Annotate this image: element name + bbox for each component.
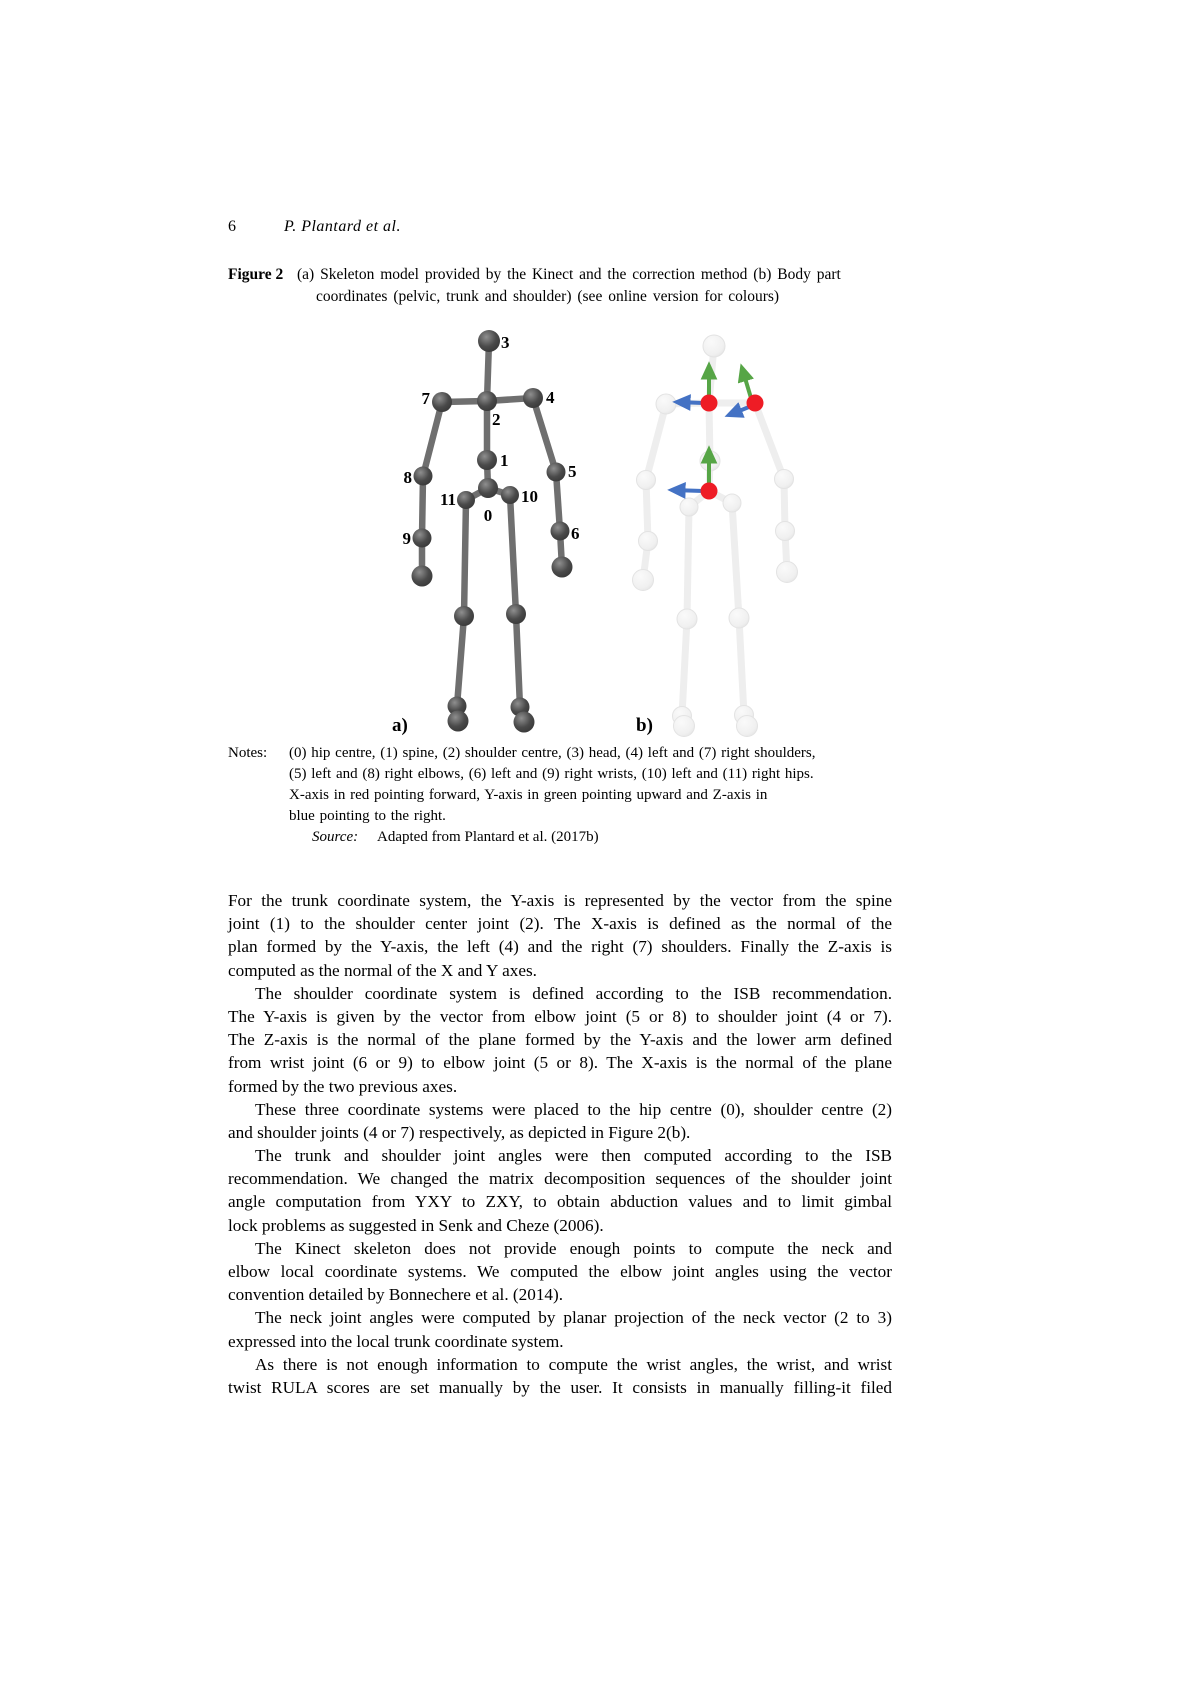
joint-label-0: 0 bbox=[483, 506, 493, 525]
subfigure-b-label: b) bbox=[636, 715, 653, 736]
paragraph bbox=[228, 1098, 892, 1144]
joint-shoulder-centre bbox=[477, 391, 497, 411]
body-text bbox=[228, 889, 892, 1399]
paragraph bbox=[228, 1306, 892, 1352]
paragraph bbox=[228, 1353, 892, 1399]
body-line: These three coordinate systems were placed to the hip centre (0), shoulder centre (2) bbox=[255, 1099, 892, 1119]
body-line: computed as the normal of the X and Y axes. bbox=[228, 960, 537, 980]
joint-label-1: 1 bbox=[500, 451, 509, 470]
body-line: twist RULA scores are set manually by the user. It consists in manually filling-it filed bbox=[228, 1377, 892, 1397]
body-line: recommendation. We changed the matrix decomposition sequences of the shoulder joint bbox=[228, 1169, 892, 1189]
body-line: expressed into the local trunk coordinate system. bbox=[228, 1331, 564, 1351]
joint-left-foot bbox=[514, 712, 535, 733]
paragraph bbox=[228, 1144, 892, 1237]
joint-label-7: 7 bbox=[421, 389, 430, 408]
joint-right-wrist bbox=[639, 532, 658, 551]
body-line: As there is not enough information to compute the wrist angles, the wrist, and wrist bbox=[255, 1354, 892, 1374]
joint-left-shoulder-red bbox=[747, 395, 764, 412]
joint-head bbox=[478, 330, 500, 352]
joint-left-hand bbox=[552, 557, 573, 578]
joint-left-hip bbox=[501, 486, 519, 504]
joint-label-6: 6 bbox=[571, 524, 580, 543]
notes-line: (0) hip centre, (1) spine, (2) shoulder centre, (3) head, (4) left and (7) right shoulders, bbox=[289, 745, 816, 761]
skeleton-a bbox=[392, 330, 580, 736]
joint-right-shoulder bbox=[432, 392, 452, 412]
body-line: from wrist joint (6 or 9) to elbow joint (5 or 8). The X-axis is the normal of the plane bbox=[228, 1053, 892, 1073]
body-line: The neck joint angles were computed by planar projection of the neck vector (2 to 3) bbox=[255, 1308, 892, 1328]
figure-caption-line2: coordinates (pelvic, trunk and shoulder) (see online version for colours) bbox=[316, 288, 780, 305]
joint-label-3: 3 bbox=[501, 333, 510, 352]
joint-label-5: 5 bbox=[568, 462, 577, 481]
joint-label-9: 9 bbox=[402, 529, 411, 548]
body-line: convention detailed by Bonnechere et al. (2014). bbox=[228, 1285, 564, 1305]
body-line: For the trunk coordinate system, the Y-axis is represented by the vector from the spine bbox=[228, 891, 892, 910]
joint-left-wrist bbox=[551, 522, 570, 541]
joint-shoulder-centre-red bbox=[701, 395, 718, 412]
notes-label: Notes: bbox=[228, 745, 268, 761]
trunk-z-axis-arrow bbox=[677, 402, 703, 403]
joint-head bbox=[703, 335, 725, 357]
joint-label-2: 2 bbox=[492, 410, 501, 429]
skeleton-b-joints bbox=[633, 335, 798, 737]
joint-right-knee bbox=[677, 609, 697, 629]
joint-right-wrist bbox=[413, 529, 432, 548]
running-head: P. Plantard et al. bbox=[284, 218, 401, 235]
body-line: formed by the two previous axes. bbox=[228, 1076, 458, 1096]
body-line: lock problems as suggested in Senk and Cheze (2006). bbox=[228, 1215, 604, 1235]
paragraph bbox=[228, 1237, 892, 1307]
joint-right-hand bbox=[412, 566, 433, 587]
joint-right-foot bbox=[674, 716, 695, 737]
joint-label-8: 8 bbox=[403, 468, 412, 487]
body-line: elbow local coordinate systems. We computed the elbow joint angles using the vector bbox=[228, 1262, 892, 1281]
joint-right-elbow bbox=[637, 471, 656, 490]
joint-left-foot bbox=[737, 716, 758, 737]
source-label: Source: bbox=[312, 829, 359, 845]
shoulder-z-axis-arrow bbox=[729, 407, 749, 415]
joint-right-hip bbox=[457, 491, 475, 509]
joint-left-shoulder bbox=[523, 388, 543, 408]
joint-right-shoulder bbox=[656, 394, 676, 414]
notes-line: (5) left and (8) right elbows, (6) left and (9) right wrists, (10) left and (11) right hips. bbox=[289, 766, 814, 782]
figure-2-skeletons bbox=[0, 300, 1191, 745]
body-line: The Kinect skeleton does not provide enough points to compute the neck and bbox=[255, 1238, 892, 1258]
paragraph bbox=[228, 982, 892, 1098]
shoulder-y-axis-arrow bbox=[742, 368, 751, 398]
body-line: joint (1) to the shoulder center joint (2). The X-axis is defined as the normal of the bbox=[228, 914, 892, 934]
joint-label-10: 10 bbox=[521, 487, 538, 506]
joint-left-hip bbox=[723, 494, 741, 512]
subfigure-a-label: a) bbox=[392, 715, 408, 736]
joint-right-hip bbox=[680, 498, 698, 516]
body-line: angle computation from YXY to ZXY, to obtain abduction values and to limit gimbal bbox=[228, 1192, 892, 1212]
figure-caption-line1: (a) Skeleton model provided by the Kinect and the correction method (b) Body part bbox=[297, 266, 841, 283]
joint-left-elbow bbox=[547, 463, 566, 482]
joint-hip-centre bbox=[478, 478, 498, 498]
joint-label-11: 11 bbox=[439, 490, 456, 509]
source-text: Adapted from Plantard et al. (2017b) bbox=[377, 829, 599, 845]
body-line: The Z-axis is the normal of the plane formed by the Y-axis and the lower arm defined bbox=[228, 1030, 892, 1050]
skeleton-b bbox=[633, 335, 798, 737]
body-line: plan formed by the Y-axis, the left (4) and the right (7) shoulders. Finally the Z-axis is bbox=[228, 937, 892, 957]
joint-left-elbow bbox=[775, 470, 794, 489]
joint-right-hand bbox=[633, 570, 654, 591]
joint-label-4: 4 bbox=[546, 388, 555, 407]
page-number: 6 bbox=[228, 218, 236, 235]
body-line: The trunk and shoulder joint angles were then computed according to the ISB bbox=[255, 1146, 892, 1166]
paragraph bbox=[228, 889, 892, 982]
joint-left-hand bbox=[777, 562, 798, 583]
joint-hip-centre-red bbox=[701, 483, 718, 500]
body-line: The Y-axis is given by the vector from elbow joint (5 or 8) to shoulder joint (4 or 7). bbox=[228, 1006, 892, 1026]
pelvic-z-axis-arrow bbox=[672, 490, 703, 491]
joint-right-elbow bbox=[414, 467, 433, 486]
body-line: and shoulder joints (4 or 7) respectively, as depicted in Figure 2(b). bbox=[228, 1122, 691, 1142]
joint-right-foot bbox=[448, 711, 469, 732]
joint-left-wrist bbox=[776, 522, 795, 541]
joint-spine bbox=[477, 450, 497, 470]
figure-label: Figure 2 bbox=[228, 266, 284, 283]
notes-line: blue pointing to the right. bbox=[289, 808, 446, 824]
notes-line: X-axis in red pointing forward, Y-axis in green pointing upward and Z-axis in bbox=[289, 787, 768, 803]
body-line: The shoulder coordinate system is defined according to the ISB recommendation. bbox=[255, 983, 892, 1003]
joint-right-knee bbox=[454, 606, 474, 626]
joint-left-knee bbox=[506, 604, 526, 624]
joint-left-knee bbox=[729, 608, 749, 628]
